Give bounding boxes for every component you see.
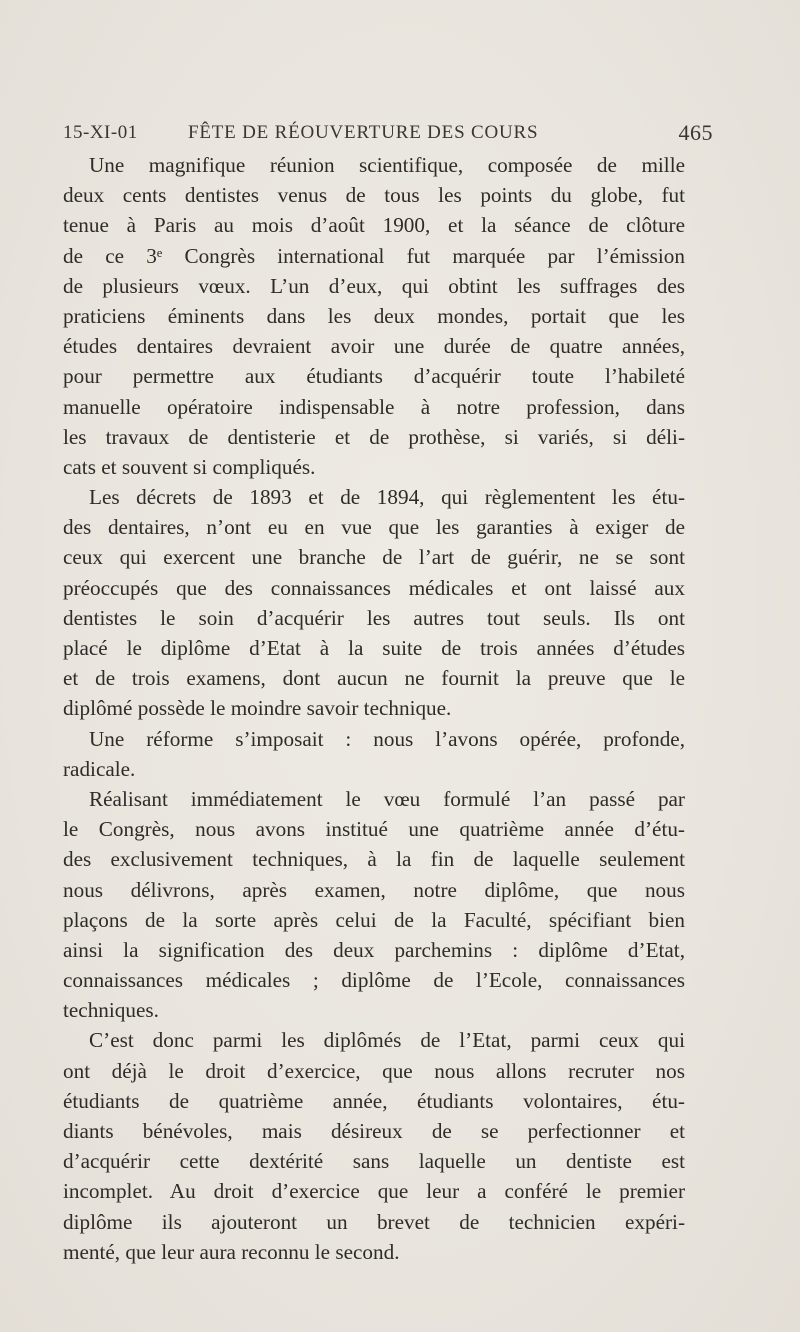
text-line: le Congrès, nous avons institué une quatrième année d’étu- xyxy=(63,817,685,842)
text-line: ont déjà le droit d’exercice, que nous allons recruter nos xyxy=(63,1058,685,1083)
text-line: études dentaires devraient avoir une durée de quatre années, xyxy=(63,334,685,359)
body-text xyxy=(63,150,685,1267)
text-line: radicale. xyxy=(63,756,136,781)
text-line: diplôme ils ajouteront un brevet de technicien expéri- xyxy=(63,1209,685,1234)
text-line: diplômé possède le moindre savoir technique. xyxy=(63,696,452,721)
text-line: Une réforme s’imposait : nous l’avons opérée, profonde, xyxy=(89,726,685,751)
text-line: et de trois examens, dont aucun ne fournit la preuve que le xyxy=(63,666,685,691)
text-line: Réalisant immédiatement le vœu formulé l’an passé par xyxy=(89,786,685,811)
text-line: Les décrets de 1893 et de 1894, qui règlementent les étu- xyxy=(89,485,685,510)
text-line: d’acquérir cette dextérité sans laquelle un dentiste est xyxy=(63,1149,685,1174)
text-line: de ce 3ᵉ Congrès international fut marquée par l’émission xyxy=(63,243,685,268)
text-line: ceux qui exercent une branche de l’art de guérir, ne se sont xyxy=(63,545,685,570)
header-title: FÊTE DE RÉOUVERTURE DES COURS xyxy=(188,122,539,143)
text-line: menté, que leur aura reconnu le second. xyxy=(63,1239,400,1264)
text-line: Une magnifique réunion scientifique, composée de mille xyxy=(89,153,685,177)
text-line: manuelle opératoire indispensable à notre profession, dans xyxy=(63,394,685,419)
text-line: étudiants de quatrième année, étudiants volontaires, étu- xyxy=(63,1088,685,1113)
text-line: des dentaires, n’ont eu en vue que les garanties à exiger de xyxy=(63,515,685,540)
text-line: dentistes le soin d’acquérir les autres tout seuls. Ils ont xyxy=(63,605,685,630)
text-line: techniques. xyxy=(63,998,159,1023)
text-line: deux cents dentistes venus de tous les points du globe, fut xyxy=(63,183,685,208)
text-line: pour permettre aux étudiants d’acquérir toute l’habileté xyxy=(63,364,685,389)
page-number: 465 xyxy=(678,120,713,145)
text-line: incomplet. Au droit d’exercice que leur a conféré le premier xyxy=(63,1179,685,1204)
text-line: de plusieurs vœux. L’un d’eux, qui obtint les suffrages des xyxy=(63,273,685,298)
text-line: préoccupés que des connaissances médicales et ont laissé aux xyxy=(63,575,685,600)
text-line: diants bénévoles, mais désireux de se perfectionner et xyxy=(63,1119,685,1143)
text-line: ainsi la signification des deux parchemins : diplôme d’Etat, xyxy=(63,937,685,962)
running-header xyxy=(63,118,713,146)
text-line: plaçons de la sorte après celui de la Faculté, spécifiant bien xyxy=(63,907,685,932)
text-line: placé le diplôme d’Etat à la suite de trois années d’études xyxy=(63,636,685,660)
text-line: nous délivrons, après examen, notre diplôme, que nous xyxy=(63,877,685,902)
text-line: C’est donc parmi les diplômés de l’Etat, parmi ceux qui xyxy=(89,1028,685,1053)
text-line: cats et souvent si compliqués. xyxy=(63,454,316,479)
text-line: connaissances médicales ; diplôme de l’Ecole, connaissances xyxy=(63,968,685,993)
header-date: 15-XI-01 xyxy=(63,122,138,143)
text-line: des exclusivement techniques, à la fin de laquelle seulement xyxy=(63,847,685,872)
text-line: tenue à Paris au mois d’août 1900, et la séance de clôture xyxy=(63,213,685,238)
text-line: praticiens éminents dans les deux mondes, portait que les xyxy=(63,303,685,328)
text-line: les travaux de dentisterie et de prothèse, si variés, si déli- xyxy=(63,424,685,449)
